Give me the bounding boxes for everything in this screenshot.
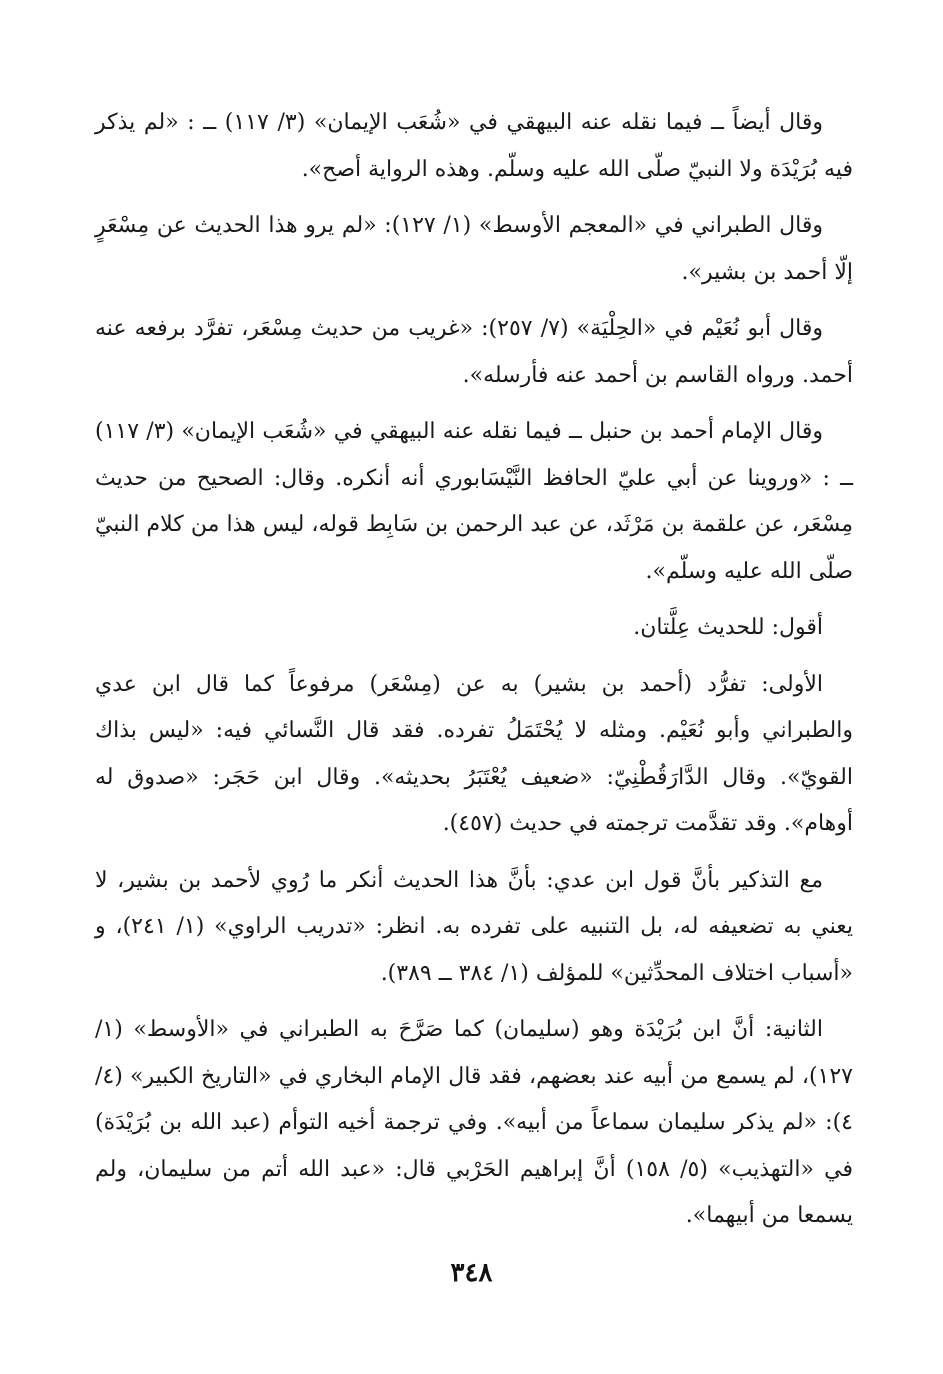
paragraph-2: وقال الطبراني في «المعجم الأوسط» (١/ ١٢٧): «لم يرو هذا الحديث عن مِسْعَرٍ إلّا أحمد بن بشير». — [95, 213, 853, 285]
paragraph-7: مع التذكير بأنَّ قول ابن عدي: بأنَّ هذا الحديث أنكر ما رُوي لأحمد بن بشير، لا يعني به تضعيفه له، بل التنبيه على تفرده به. انظر: «تدريب الراوي» (١/ ٢٤١)، و «أسباب اختلاف المحدِّثين» للمؤلف (١/ ٣٨٤ ــ ٣٨٩). — [95, 867, 853, 986]
paragraph-5: أقول: للحديث عِلَّتان. — [633, 615, 823, 640]
paragraph-1: وقال أيضاً ــ فيما نقله عنه البيهقي في «شُعَب الإيمان» (٣/ ١١٧) ــ : «لم يذكر فيه بُرَيْدَة ولا النبيّ صلّى الله عليه وسلّم. وهذه الرواية أصح». — [95, 110, 853, 182]
paragraph-8: الثانية: أنَّ ابن بُرَيْدَة وهو (سليمان) كما صَرَّحَ به الطبراني في «الأوسط» (١/ ١٢٧)، لم يسمع من أبيه عند بعضهم، فقد قال الإمام البخاري في «التاريخ الكبير» (٤/ ٤): «لم يذكر سليمان سماعاً من أبيه». وفي ترجمة أخيه التوأم (عبد الله بن بُرَيْدَة) في «التهذيب» (٥/ ١٥٨) أنَّ إبراهيم الحَرْبي قال: «عبد الله أتم من سليمان، ولم يسمعا من أبيهما». — [95, 1017, 853, 1228]
paragraph-6: الأولى: تفرُّد (أحمد بن بشير) به عن (مِسْعَر) مرفوعاً كما قال ابن عدي والطبراني وأبو نُعَيْم. ومثله لا يُحْتَمَلُ تفرده. فقد قال النَّسائي فيه: «ليس بذاك القويّ». وقال الدَّارَقُطْنِيّ: «ضعيف يُعْتَبَرُ بحديثه». وقال ابن حَجَر: «صدوق له أوهام». وقد تقدَّمت ترجمته في حديث (٤٥٧). — [95, 671, 853, 836]
body-text — [95, 100, 853, 1250]
paragraph-3: وقال أبو نُعَيْم في «الحِلْيَة» (٧/ ٢٥٧): «غريب من حديث مِسْعَر، تفرَّد برفعه عنه أحمد. ورواه القاسم بن أحمد عنه فأرسله». — [95, 316, 853, 388]
page-number: ٣٤٨ — [450, 1258, 493, 1288]
paragraph-4: وقال الإمام أحمد بن حنبل ــ فيما نقله عنه البيهقي في «شُعَب الإيمان» (٣/ ١١٧) ــ : «وروينا عن أبي عليّ الحافظ النَّيْسَابوري أنه أنكره. وقال: الصحيح من حديث مِسْعَر، عن علقمة بن مَرْثَد، عن عبد الرحمن بن سَابِط قوله، ليس هذا من كلام النبيّ صلّى الله عليه وسلّم». — [95, 419, 853, 584]
